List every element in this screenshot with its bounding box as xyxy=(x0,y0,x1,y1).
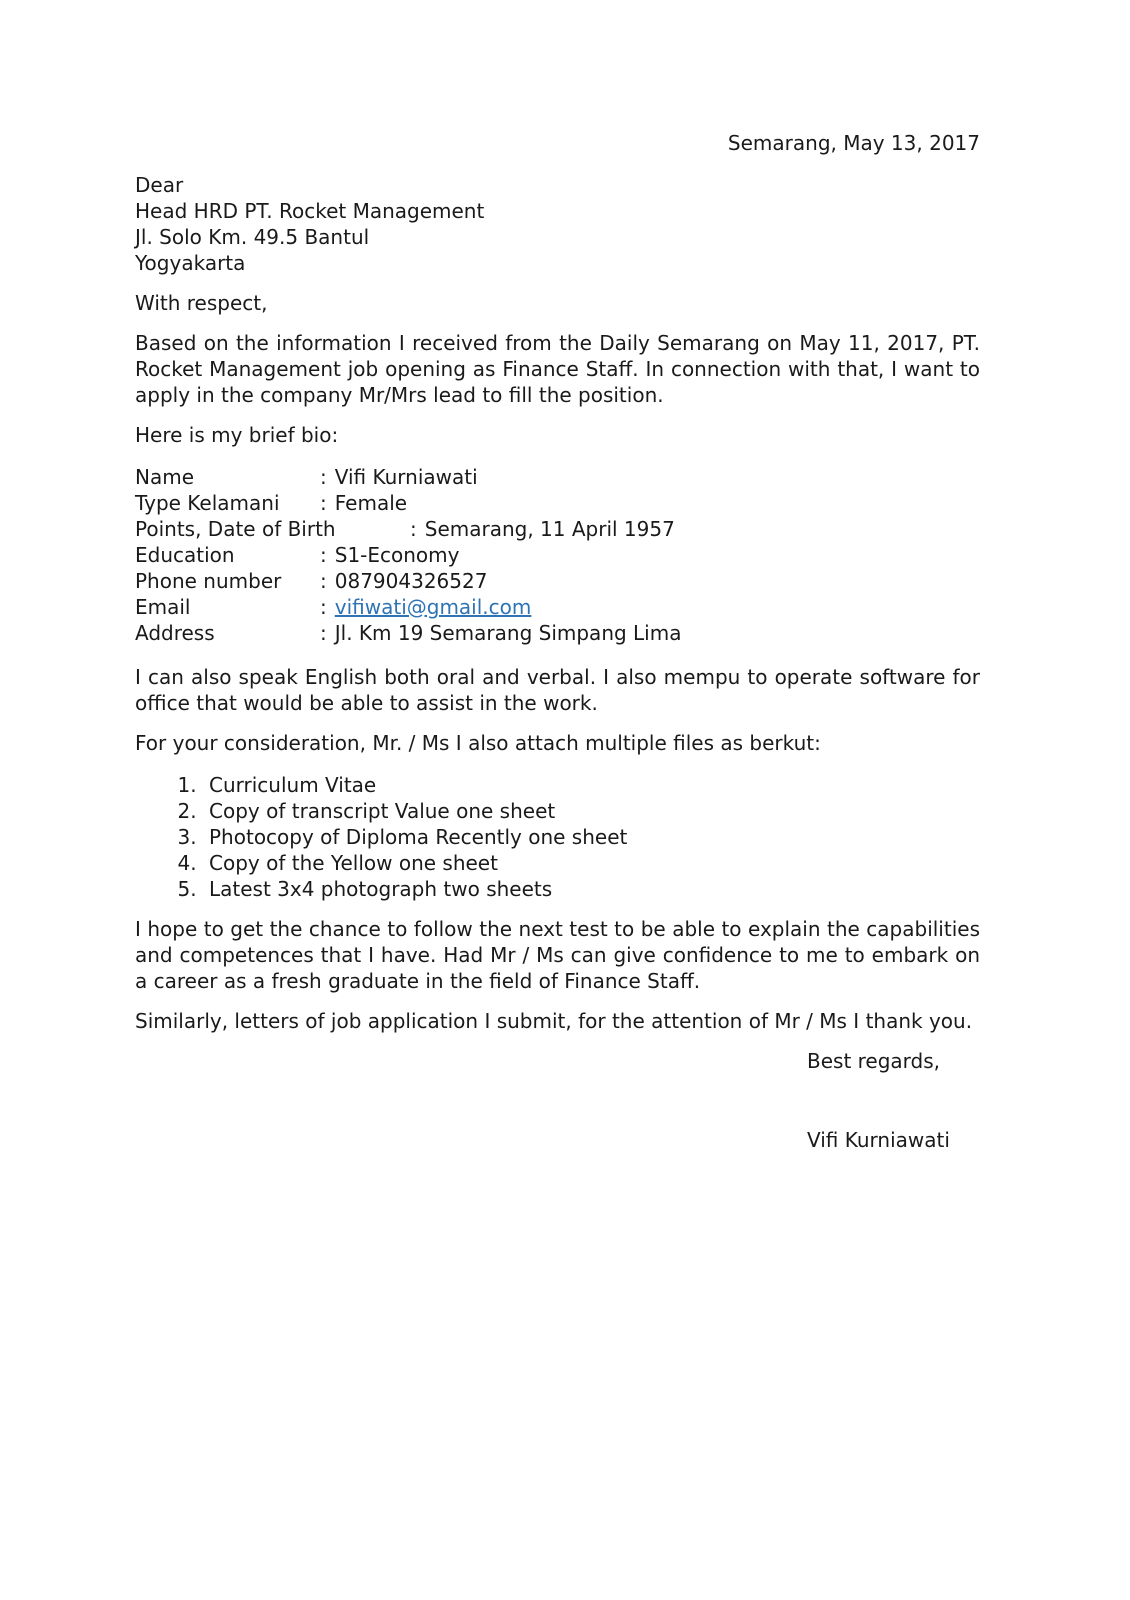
bio-colon: : xyxy=(320,621,327,645)
signature-name: Vifi Kurniawati xyxy=(807,1128,950,1152)
bio-row-address xyxy=(135,620,980,646)
recipient-line-dear: Dear xyxy=(135,173,184,197)
salutation: With respect, xyxy=(135,291,268,315)
letter-date: Semarang, May 13, 2017 xyxy=(727,131,980,155)
bio-row-email xyxy=(135,594,980,620)
bio-row-education xyxy=(135,542,980,568)
recipient-line-company: Head HRD PT. Rocket Management xyxy=(135,199,485,223)
bio-row-birth xyxy=(135,516,980,542)
bio-value-phone: 087904326527 xyxy=(334,569,488,593)
recipient-line-city: Yogyakarta xyxy=(135,251,246,275)
attachment-item: 4. Copy of the Yellow one sheet xyxy=(203,850,980,876)
bio-label-phone: Phone number xyxy=(135,569,282,593)
bio-row-phone xyxy=(135,568,980,594)
attachment-item: 5. Latest 3x4 photograph two sheets xyxy=(203,876,980,902)
attachment-item: 1. Curriculum Vitae xyxy=(203,772,980,798)
skills-paragraph: I can also speak English both oral and verbal. I also mempu to operate software for office that would be able to assist in the work. xyxy=(135,665,980,715)
bio-label-education: Education xyxy=(135,543,235,567)
intro-paragraph: Based on the information I received from the Daily Semarang on May 11, 2017, PT. Rocket Management job opening as Finance Staff. In connection with that, I want to apply in the company Mr/Mrs lead to fill the position. xyxy=(135,331,980,407)
bio-value-education: S1-Economy xyxy=(334,543,460,567)
bio-label-name: Name xyxy=(135,465,195,489)
bio-colon: : xyxy=(320,465,327,489)
bio-label-gender: Type Kelamani xyxy=(135,491,280,515)
bio-colon: : xyxy=(320,569,327,593)
bio-label-email: Email xyxy=(135,595,191,619)
bio-block xyxy=(135,464,980,646)
closing-paragraph: Similarly, letters of job application I submit, for the attention of Mr / Ms I thank you. xyxy=(135,1009,973,1033)
recipient-line-street: Jl. Solo Km. 49.5 Bantul xyxy=(135,225,370,249)
attachment-item: 2. Copy of transcript Value one sheet xyxy=(203,798,980,824)
attachments-list xyxy=(135,772,980,902)
recipient-block xyxy=(135,172,980,276)
bio-row-name xyxy=(135,464,980,490)
bio-row-gender xyxy=(135,490,980,516)
signature-closing: Best regards, xyxy=(807,1049,941,1073)
hope-paragraph: I hope to get the chance to follow the next test to be able to explain the capabilities and competences that I have. Had Mr / Ms can give confidence to me to embark on a career as a fresh graduate in the field of Finance Staff. xyxy=(135,917,980,993)
attachment-item: 3. Photocopy of Diploma Recently one sheet xyxy=(203,824,980,850)
bio-colon: : xyxy=(320,595,327,619)
bio-label-address: Address xyxy=(135,621,215,645)
bio-label-birth: Points, Date of Birth xyxy=(135,517,336,541)
bio-colon: : xyxy=(320,491,327,515)
bio-colon: : xyxy=(320,543,327,567)
bio-colon: : xyxy=(410,517,417,541)
signature-block xyxy=(807,1048,980,1153)
bio-heading: Here is my brief bio: xyxy=(135,423,339,447)
bio-value-gender: Female xyxy=(334,491,408,515)
bio-value-name: Vifi Kurniawati xyxy=(334,465,478,489)
bio-value-address: Jl. Km 19 Semarang Simpang Lima xyxy=(334,621,682,645)
email-link[interactable]: vifiwati@gmail.com xyxy=(334,595,532,619)
bio-value-birth: Semarang, 11 April 1957 xyxy=(424,517,675,541)
attachments-heading: For your consideration, Mr. / Ms I also attach multiple files as berkut: xyxy=(135,731,821,755)
